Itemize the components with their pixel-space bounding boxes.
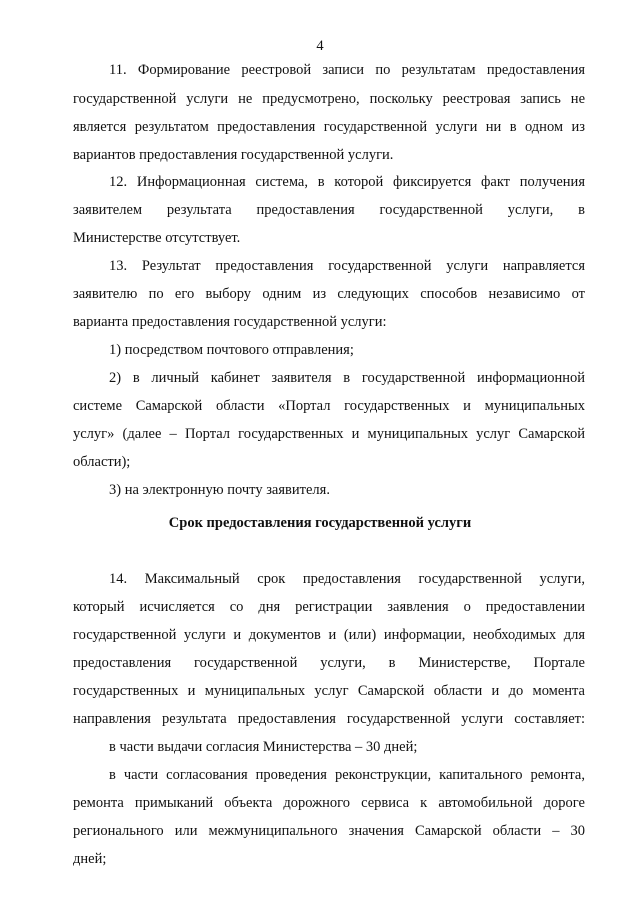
paragraph-14a: в части выдачи согласия Министерства – 30 дней; — [109, 739, 418, 755]
paragraph-11-line-2: государственной услуги не предусмотрено, поскольку реестровая запись не — [73, 91, 585, 107]
list-item-2-line-1: 2) в личный кабинет заявителя в государственной информационной — [109, 370, 585, 386]
paragraph-13-line-1: 13. Результат предоставления государственной услуги направляется — [109, 258, 585, 274]
paragraph-14b-line-2: ремонта примыканий объекта дорожного сервиса к автомобильной дороге — [73, 795, 585, 811]
paragraph-14b-line-3: регионального или межмуниципального значения Самарской области – 30 — [73, 823, 585, 839]
list-item-2-line-4: области); — [73, 454, 131, 470]
page-number: 4 — [316, 38, 324, 54]
paragraph-11-line-1: 11. Формирование реестровой записи по результатам предоставления — [109, 62, 585, 78]
paragraph-12-line-1: 12. Информационная система, в которой фиксируется факт получения — [109, 174, 585, 190]
paragraph-14-line-2: который исчисляется со дня регистрации заявления о предоставлении — [73, 599, 585, 615]
paragraph-12-line-2: заявителем результата предоставления государственной услуги, в — [73, 202, 585, 218]
paragraph-13-line-3: варианта предоставления государственной услуги: — [73, 314, 387, 330]
paragraph-12-line-3: Министерстве отсутствует. — [73, 230, 241, 246]
paragraph-14-line-5: государственных и муниципальных услуг Самарской области и до момента — [73, 683, 585, 699]
paragraph-14-line-4: предоставления государственной услуги, в Министерстве, Портале — [73, 655, 585, 671]
list-item-1: 1) посредством почтового отправления; — [109, 342, 354, 358]
paragraph-14b-line-1: в части согласования проведения реконструкции, капитального ремонта, — [109, 767, 585, 783]
paragraph-14-line-1: 14. Максимальный срок предоставления государственной услуги, — [109, 571, 585, 587]
paragraph-11-line-3: является результатом предоставления государственной услуги ни в одном из — [73, 119, 585, 135]
paragraph-13-line-2: заявителю по его выбору одним из следующих способов независимо от — [73, 286, 585, 302]
list-item-2-line-2: системе Самарской области «Портал государственных и муниципальных — [73, 398, 585, 414]
paragraph-14b-line-4: дней; — [73, 851, 107, 867]
paragraph-14-line-3: государственной услуги и документов и (или) информации, необходимых для — [73, 627, 585, 643]
paragraph-11-line-4: вариантов предоставления государственной услуги. — [73, 147, 394, 163]
section-heading: Срок предоставления государственной услуги — [168, 515, 472, 531]
paragraph-14-line-6: направления результата предоставления государственной услуги составляет: — [73, 711, 585, 727]
list-item-2-line-3: услуг» (далее – Портал государственных и муниципальных услуг Самарской — [73, 426, 585, 442]
list-item-3: 3) на электронную почту заявителя. — [109, 482, 330, 498]
